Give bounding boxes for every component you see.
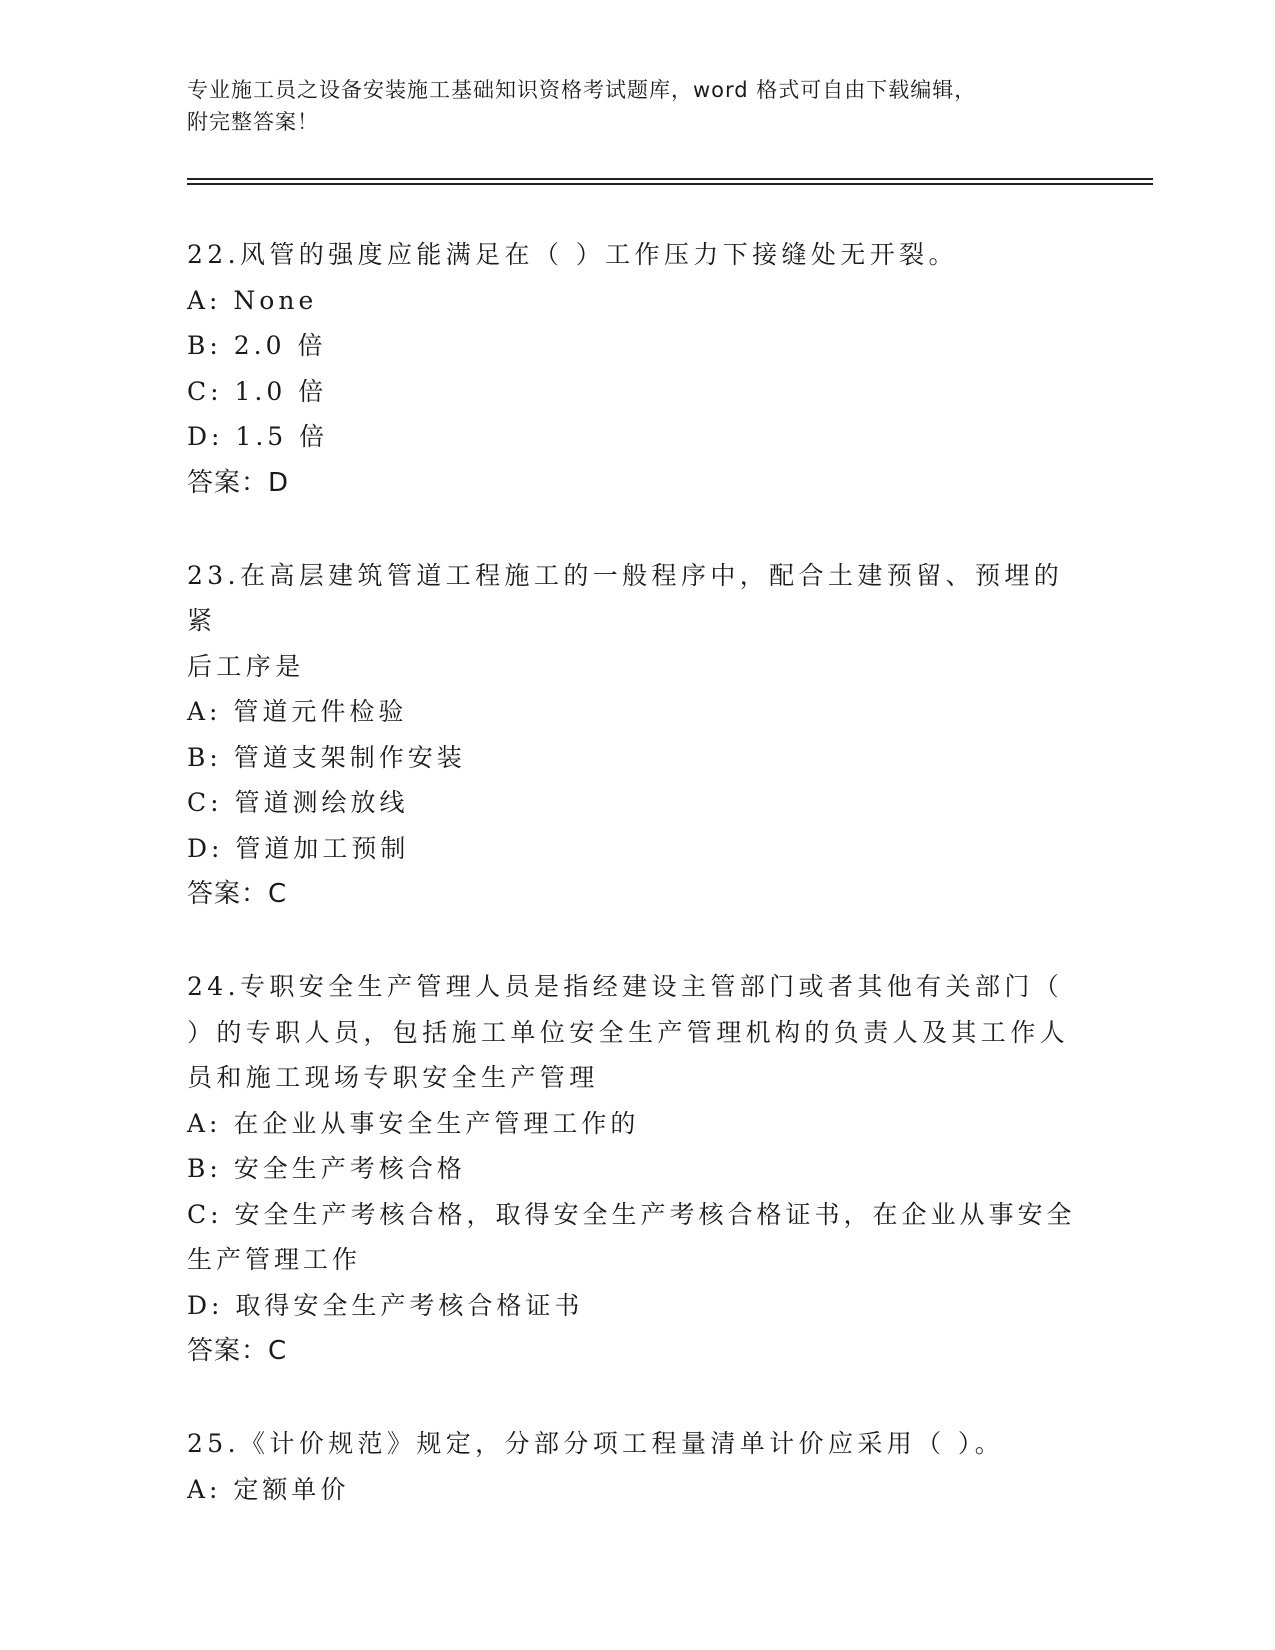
option-d: D: 取得安全生产考核合格证书 — [187, 1290, 584, 1320]
stem-line: 22.风管的强度应能满足在（ ）工作压力下接缝处无开裂。 — [187, 240, 958, 269]
option-a: A: 在企业从事安全生产管理工作的 — [187, 1108, 640, 1138]
option-c: C: 管道测绘放线 — [187, 788, 409, 817]
question-stem — [187, 964, 1087, 1101]
question-23 — [187, 553, 1087, 918]
header-divider-bottom — [187, 183, 1153, 185]
option-a: A: 定额单价 — [187, 1474, 350, 1504]
header-line-1: 专业施工员之设备安装施工基础知识资格考试题库，word 格式可自由下载编辑， — [187, 78, 977, 102]
question-25 — [187, 1421, 1087, 1512]
stem-line: 24.专职安全生产管理人员是指经建设主管部门或者其他有关部门（ — [187, 972, 1064, 1001]
option-c: C: 1.0 倍 — [187, 376, 328, 406]
option-c: C: 安全生产考核合格，取得安全生产考核合格证书，在企业从事安全 — [187, 1199, 1076, 1229]
answer-label: 答案：C — [187, 1336, 288, 1366]
header-divider-top — [187, 178, 1153, 180]
stem-line: 23.在高层建筑管道工程施工的一般程序中，配合土建预留、预埋的紧 — [187, 560, 1064, 635]
question-22 — [187, 232, 1087, 506]
answer-label: 答案：C — [187, 879, 288, 909]
option-b: B: 2.0 倍 — [187, 331, 327, 360]
stem-line: 后工序是 — [187, 651, 305, 681]
option-c-continued: 生产管理工作 — [187, 1245, 362, 1274]
question-24 — [187, 964, 1087, 1374]
header-line-2: 附完整答案！ — [187, 110, 319, 134]
question-stem — [187, 232, 1087, 278]
option-b: B: 安全生产考核合格 — [187, 1154, 466, 1183]
option-b: B: 管道支架制作安装 — [187, 742, 466, 772]
question-stem — [187, 1421, 1087, 1467]
option-a: A: 管道元件检验 — [187, 697, 408, 726]
stem-line: 25.《计价规范》规定，分部分项工程量清单计价应采用（ ）。 — [187, 1429, 1005, 1458]
document-header — [187, 74, 1067, 138]
option-d: D: 1.5 倍 — [187, 422, 329, 451]
stem-line: 员和施工现场专职安全生产管理 — [187, 1063, 599, 1092]
option-a: A: None — [187, 285, 318, 315]
stem-line: ）的专职人员，包括施工单位安全生产管理机构的负责人及其工作人 — [187, 1017, 1070, 1047]
question-list — [187, 232, 1087, 1559]
option-d: D: 管道加工预制 — [187, 833, 410, 863]
question-stem — [187, 553, 1087, 690]
answer-label: 答案：D — [187, 467, 290, 498]
